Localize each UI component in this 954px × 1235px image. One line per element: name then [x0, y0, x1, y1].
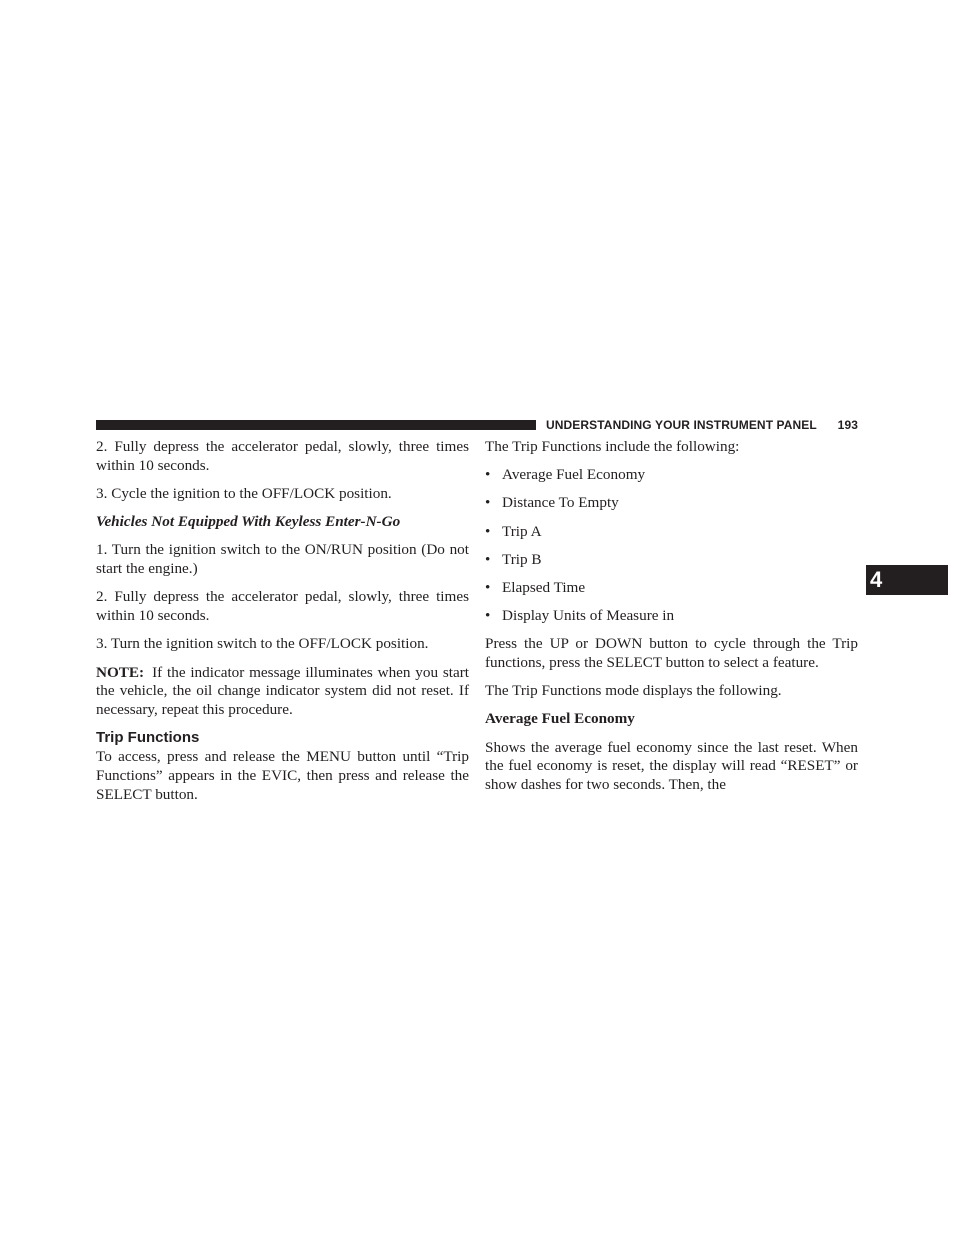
header-rule: [96, 420, 536, 430]
list-item: • Display Units of Measure in: [485, 607, 675, 625]
bullet-icon: •: [485, 578, 491, 596]
step-paragraph: 1. Turn the ignition switch to the ON/RUN position (Do not start the engine.): [96, 541, 469, 578]
bullet-icon: •: [485, 466, 491, 484]
note-paragraph: [96, 664, 469, 720]
section-title: UNDERSTANDING YOUR INSTRUMENT PANEL: [546, 418, 817, 432]
step-paragraph: 3. Cycle the ignition to the OFF/LOCK position.: [96, 484, 392, 502]
body-paragraph: Press the UP or DOWN button to cycle through the Trip functions, press the SELECT button to select a feature.: [485, 635, 858, 672]
section-heading: Trip Functions: [96, 729, 200, 747]
right-column: [485, 438, 858, 804]
note-text: If the indicator message illuminates when you start the vehicle, the oil change indicator system did not reset. If necessary, repeat this procedure.: [96, 663, 469, 719]
page-number: 193: [837, 418, 858, 432]
body-paragraph: To access, press and release the MENU button until “Trip Functions” appears in the EVIC, then press and release the SELECT button.: [96, 748, 469, 803]
step-paragraph: 2. Fully depress the accelerator pedal, slowly, three times within 10 seconds.: [96, 438, 469, 474]
list-item: • Elapsed Time: [485, 578, 586, 596]
body-paragraph: The Trip Functions mode displays the following.: [485, 682, 782, 700]
note-label: NOTE:: [96, 663, 145, 681]
body-paragraph: Shows the average fuel economy since the last reset. When the fuel economy is reset, the display will read “RESET” or show dashes for two seconds. Then, the: [485, 738, 858, 794]
trip-function-list: [485, 466, 858, 626]
list-item: • Distance To Empty: [485, 494, 619, 512]
intro-paragraph: The Trip Functions include the following:: [485, 438, 740, 455]
step-paragraph: 3. Turn the ignition switch to the OFF/LOCK position.: [96, 635, 429, 653]
bullet-icon: •: [485, 494, 491, 512]
bullet-icon: •: [485, 550, 491, 568]
step-paragraph: 2. Fully depress the accelerator pedal, slowly, three times within 10 seconds.: [96, 588, 469, 625]
list-item: • Trip A: [485, 522, 542, 540]
subheading: Vehicles Not Equipped With Keyless Enter-N-Go: [96, 513, 401, 531]
bullet-icon: •: [485, 607, 491, 625]
chapter-tab: 4: [866, 565, 948, 595]
running-header: [546, 417, 858, 433]
left-column: [96, 438, 469, 814]
subsection-heading: Average Fuel Economy: [485, 710, 635, 728]
list-item: • Average Fuel Economy: [485, 466, 646, 484]
list-item: • Trip B: [485, 550, 542, 568]
bullet-icon: •: [485, 522, 491, 540]
